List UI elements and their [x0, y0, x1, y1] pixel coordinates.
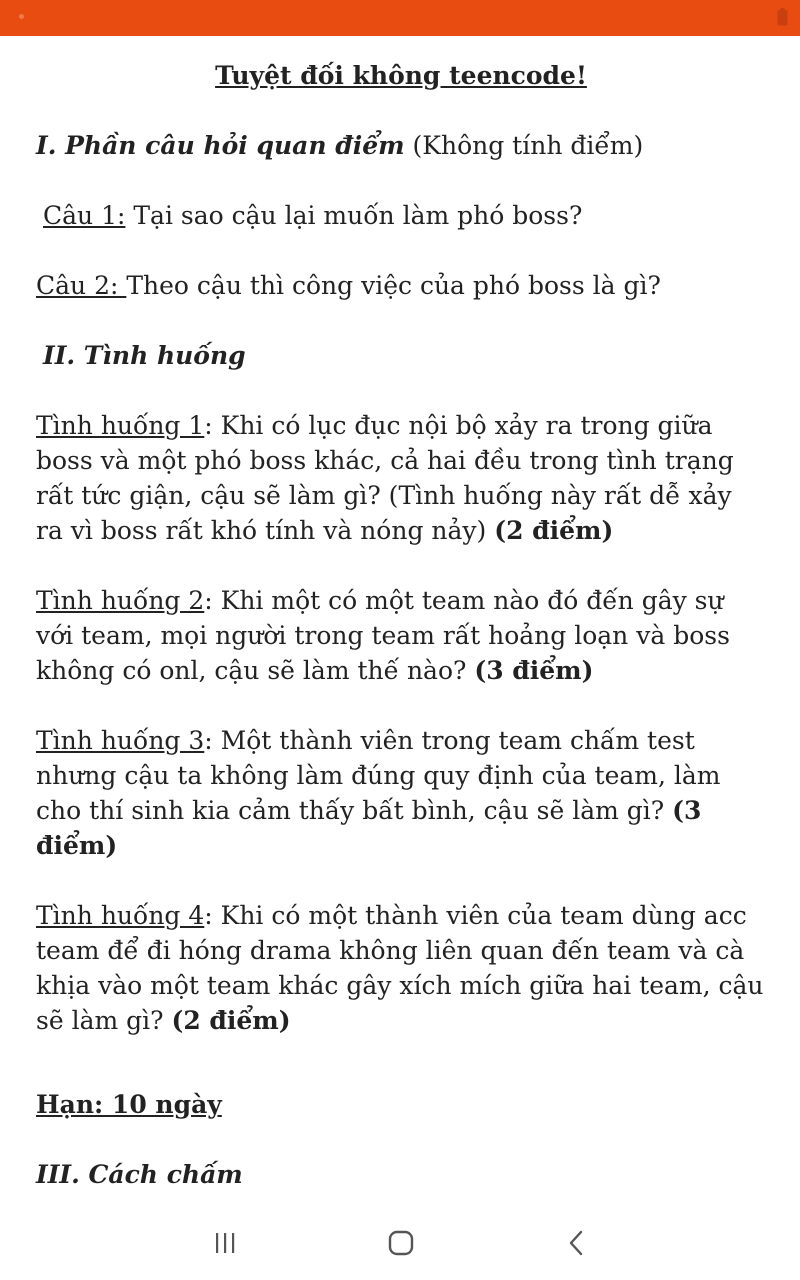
question-1 [36, 198, 766, 233]
situation-3-label: Tình huống 3 [36, 726, 205, 755]
situation-2 [36, 583, 766, 688]
situation-2-points: (3 điểm) [474, 656, 594, 685]
situation-3-points: (3 điểm) [36, 796, 702, 860]
back-icon [567, 1230, 587, 1256]
status-bar [0, 0, 800, 36]
recent-apps-icon [213, 1231, 237, 1255]
question-2-label: Câu 2: [36, 271, 127, 300]
situation-4 [36, 898, 766, 1038]
home-icon [388, 1230, 414, 1256]
doc-title: Tuyệt đối không teencode! [215, 61, 587, 90]
question-2-text: Theo cậu thì công việc của phó boss là gì? [126, 271, 661, 300]
question-2 [36, 268, 766, 303]
situation-3 [36, 723, 766, 863]
situation-1 [36, 408, 766, 548]
section-1-note: (Không tính điểm) [404, 131, 644, 160]
situation-3-text: : Một thành viên trong team chấm test nhưng cậu ta không làm đúng quy định của team, làm cho thí sinh kia cảm thấy bất bình, cậu sẽ làm gì? [36, 726, 721, 825]
deadline: Hạn: 10 ngày [36, 1090, 222, 1119]
situation-4-text: : Khi có một thành viên của team dùng acc team để đi hóng drama không liên quan đến team và cà khịa vào một team khác gây xích mích giữa hai team, cậu sẽ làm gì? [36, 901, 764, 1035]
recent-apps-button[interactable] [205, 1225, 245, 1261]
situation-1-label: Tình huống 1 [36, 411, 205, 440]
situation-1-points: (2 điểm) [494, 516, 614, 545]
navigation-bar [0, 1205, 800, 1280]
situation-2-label: Tình huống 2 [36, 586, 205, 615]
question-1-label: Câu 1: [43, 201, 126, 230]
battery-icon [777, 8, 788, 26]
back-button[interactable] [557, 1225, 597, 1261]
section-1-heading-line [36, 128, 766, 163]
home-button[interactable] [381, 1225, 421, 1261]
section-3-heading: III. Cách chấm [36, 1160, 243, 1189]
document-body [36, 58, 766, 1192]
question-1-text: Tại sao cậu lại muốn làm phó boss? [125, 201, 583, 230]
situation-4-points: (2 điểm) [171, 1006, 291, 1035]
notification-dot-icon [19, 14, 24, 19]
section-1-heading: I. Phần câu hỏi quan điểm [36, 131, 405, 160]
situation-4-label: Tình huống 4 [36, 901, 205, 930]
section-2-heading: II. Tình huống [43, 341, 246, 370]
situation-2-text: : Khi một có một team nào đó đến gây sự với team, mọi người trong team rất hoảng loạn và boss không có onl, cậu sẽ làm thế nào? [36, 586, 730, 685]
situation-1-text: : Khi có lục đục nội bộ xảy ra trong giữa boss và một phó boss khác, cả hai đều trong tình trạng rất tức giận, cậu sẽ làm gì? (Tình huống này rất dễ xảy ra vì boss rất khó tính và nóng nảy) [36, 411, 734, 545]
